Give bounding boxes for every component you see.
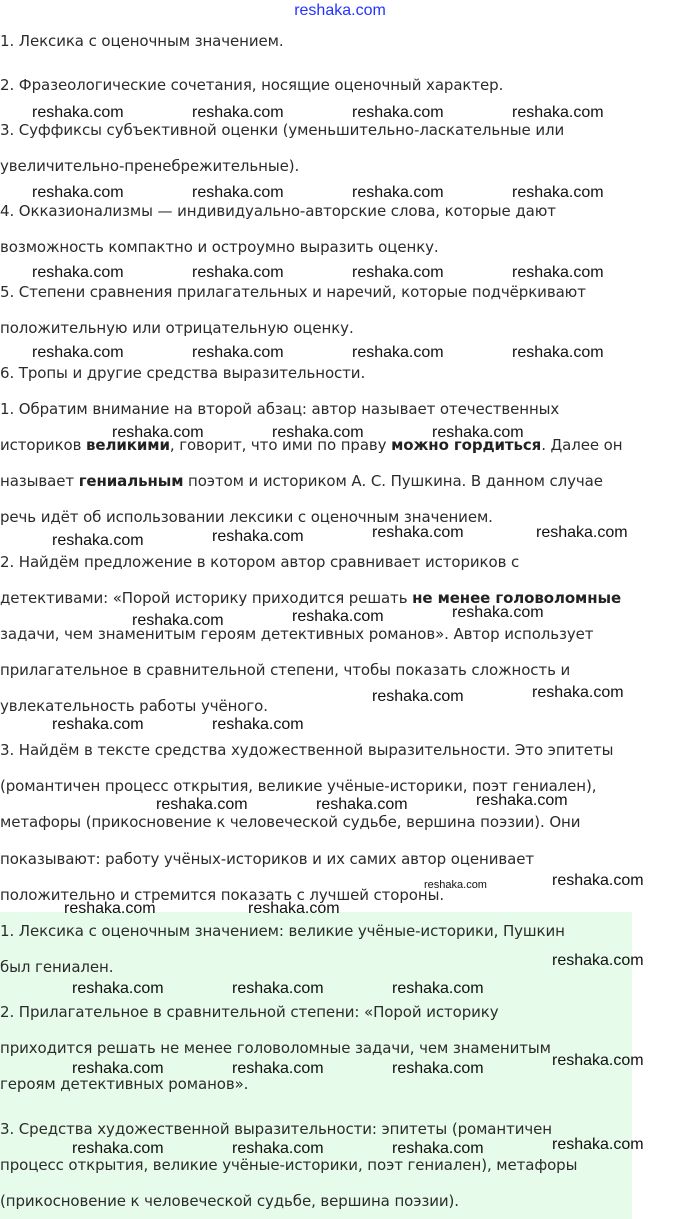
watermark: reshaka.com: [192, 104, 284, 121]
watermark: reshaka.com: [552, 952, 644, 969]
analysis-line: задачи, чем знаменитым героям детективных романов». Автор использует: [0, 625, 594, 643]
watermark: reshaka.com: [32, 184, 124, 201]
watermark: reshaka.com: [212, 716, 304, 733]
analysis-line: 3. Найдём в тексте средства художественной выразительности. Это эпитеты: [0, 741, 614, 759]
watermark: reshaka.com: [112, 424, 204, 441]
watermark: reshaka.com: [392, 1060, 484, 1077]
watermark: reshaka.com: [552, 1052, 644, 1069]
watermark: reshaka.com: [424, 879, 487, 891]
text: называет: [0, 472, 79, 490]
watermark: reshaka.com: [156, 796, 248, 813]
watermark: reshaka.com: [352, 264, 444, 281]
watermark: reshaka.com: [232, 980, 324, 997]
list-item: 3. Суффиксы субъективной оценки (уменьшительно-ласкательные или: [0, 121, 565, 139]
watermark: reshaka.com: [536, 524, 628, 541]
watermark: reshaka.com: [372, 524, 464, 541]
watermark: reshaka.com: [452, 604, 544, 621]
watermark: reshaka.com: [352, 104, 444, 121]
text: поэтом и историком А. С. Пушкина. В данном случае: [183, 472, 603, 490]
watermark: reshaka.com: [372, 688, 464, 705]
list-item: возможность компактно и остроумно выразить оценку.: [0, 238, 439, 256]
watermark: reshaka.com: [132, 612, 224, 629]
watermark: reshaka.com: [512, 184, 604, 201]
answer-line: 3. Средства художественной выразительности: эпитеты (романтичен: [0, 1120, 552, 1138]
watermark: reshaka.com: [248, 900, 340, 917]
analysis-line: [0, 472, 603, 490]
text: , говорит, что ими по праву: [169, 436, 392, 454]
watermark: reshaka.com: [192, 184, 284, 201]
list-item: положительную или отрицательную оценку.: [0, 319, 354, 337]
analysis-line: (романтичен процесс открытия, великие учёные-историки, поэт гениален),: [0, 777, 597, 795]
watermark: reshaka.com: [232, 1140, 324, 1157]
list-item: 2. Фразеологические сочетания, носящие оценочный характер.: [0, 76, 504, 94]
analysis-line: положительно и стремится показать с лучшей стороны.: [0, 886, 444, 904]
list-item: увеличительно-пренебрежительные).: [0, 157, 300, 175]
watermark: reshaka.com: [552, 1136, 644, 1153]
watermark: reshaka.com: [32, 264, 124, 281]
analysis-line: речь идёт об использовании лексики с оценочным значением.: [0, 508, 493, 526]
answer-line: приходится решать не менее головоломные задачи, чем знаменитым: [0, 1039, 551, 1057]
watermark: reshaka.com: [352, 184, 444, 201]
text: историков: [0, 436, 87, 454]
analysis-line: 2. Найдём предложение в котором автор сравнивает историков с: [0, 553, 520, 571]
watermark: reshaka.com: [532, 684, 624, 701]
site-header-link[interactable]: reshaka.com: [294, 2, 386, 19]
watermark: reshaka.com: [392, 1140, 484, 1157]
watermark: reshaka.com: [352, 344, 444, 361]
text: детективами: «Порой историку приходится решать: [0, 589, 413, 607]
watermark: reshaka.com: [232, 1060, 324, 1077]
answer-line: был гениален.: [0, 958, 114, 976]
list-item: 4. Окказионализмы — индивидуально-авторские слова, которые дают: [0, 202, 556, 220]
analysis-line: показывают: работу учёных-историков и их самих автор оценивает: [0, 850, 534, 868]
watermark: reshaka.com: [192, 264, 284, 281]
watermark: reshaka.com: [32, 344, 124, 361]
watermark: reshaka.com: [432, 424, 524, 441]
answer-line: процесс открытия, великие учёные-историки, поэт гениален), метафоры: [0, 1156, 578, 1174]
watermark: reshaka.com: [64, 900, 156, 917]
watermark: reshaka.com: [512, 104, 604, 121]
watermark: reshaka.com: [512, 344, 604, 361]
bold-word: великими: [86, 436, 170, 454]
watermark: reshaka.com: [272, 424, 364, 441]
watermark: reshaka.com: [512, 264, 604, 281]
analysis-line: метафоры (прикосновение к человеческой судьбе, вершина поэзии). Они: [0, 813, 581, 831]
watermark: reshaka.com: [476, 792, 568, 809]
watermark: reshaka.com: [52, 532, 144, 549]
answer-line: 2. Прилагательное в сравнительной степени: «Порой историку: [0, 1003, 499, 1021]
watermark: reshaka.com: [52, 716, 144, 733]
analysis-line: прилагательное в сравнительной степени, чтобы показать сложность и: [0, 661, 571, 679]
analysis-line: увлекательность работы учёного.: [0, 697, 268, 715]
watermark: reshaka.com: [316, 796, 408, 813]
answer-line: героям детективных романов».: [0, 1075, 249, 1093]
watermark: reshaka.com: [72, 1060, 164, 1077]
watermark: reshaka.com: [72, 980, 164, 997]
watermark: reshaka.com: [192, 344, 284, 361]
bold-phrase: не менее головоломные: [412, 589, 622, 607]
watermark: reshaka.com: [212, 528, 304, 545]
answer-line: 1. Лексика с оценочным значением: великие учёные-историки, Пушкин: [0, 922, 565, 940]
watermark: reshaka.com: [292, 608, 384, 625]
analysis-line: 1. Обратим внимание на второй абзац: автор называет отечественных: [0, 400, 560, 418]
list-item: 5. Степени сравнения прилагательных и наречий, которые подчёркивают: [0, 283, 586, 301]
list-item: 1. Лексика с оценочным значением.: [0, 32, 284, 50]
watermark: reshaka.com: [32, 104, 124, 121]
text: . Далее он: [541, 436, 623, 454]
answer-line: (прикосновение к человеческой судьбе, вершина поэзии).: [0, 1192, 459, 1210]
watermark: reshaka.com: [552, 872, 644, 889]
bold-word: гениальным: [78, 472, 184, 490]
watermark: reshaka.com: [72, 1140, 164, 1157]
bold-phrase: можно гордиться: [391, 436, 542, 454]
list-item: 6. Тропы и другие средства выразительности.: [0, 364, 366, 382]
watermark: reshaka.com: [392, 980, 484, 997]
